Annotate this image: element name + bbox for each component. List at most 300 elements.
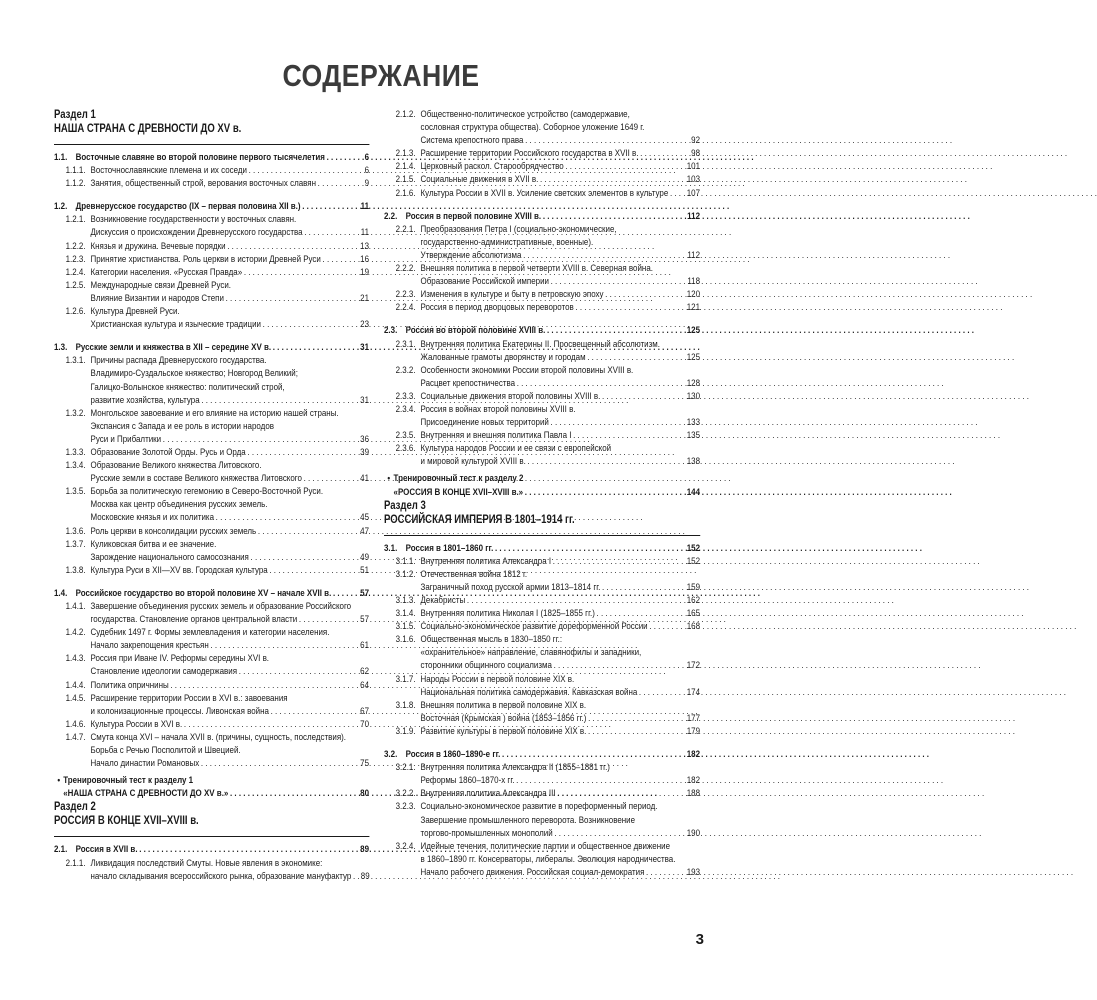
entry-line: Внутренняя и внешняя политика Павла I xyxy=(420,430,572,442)
entry-line: Завершение промышленного переворота. Возникновение xyxy=(420,814,636,826)
dot-leader xyxy=(597,607,686,620)
entry-body xyxy=(421,187,701,200)
entry-body xyxy=(421,840,701,879)
entry-line: «РОССИЯ В КОНЦЕ XVII–XVIII в.» xyxy=(393,486,524,498)
page-ref: 138 xyxy=(686,456,701,468)
entry-line: Образование Российской империи xyxy=(420,276,549,288)
toc-subsection xyxy=(54,446,369,459)
entry-body xyxy=(91,266,370,279)
entry-line: Князья и дружина. Вечевые порядки xyxy=(90,240,226,252)
section-header xyxy=(384,499,700,527)
dot-leader xyxy=(639,686,685,699)
entry-last-line xyxy=(421,173,701,186)
entry-line: Внутренняя политика Александра III xyxy=(420,788,556,800)
entry-last-line xyxy=(91,472,370,485)
dot-leader xyxy=(575,301,685,314)
entry-body xyxy=(91,177,370,190)
left-column-content xyxy=(54,108,369,883)
entry-line: Общественно-политическое устройство (самодержавие, xyxy=(420,109,630,120)
entry-line: Внутренняя политика Александра II (1855–1881 гг.) xyxy=(420,762,610,774)
entry-number: 1.4. xyxy=(54,587,68,599)
toc-subsection xyxy=(54,731,369,770)
toc-subsection xyxy=(384,594,700,607)
toc-chapter xyxy=(384,210,700,223)
entry-body xyxy=(91,407,370,446)
entry-number: 3.1.6. xyxy=(395,634,416,646)
toc-subsection xyxy=(54,692,369,718)
entry-last-line xyxy=(421,377,701,390)
page-ref: 62 xyxy=(360,666,370,678)
entry-body xyxy=(91,213,370,239)
dot-leader xyxy=(551,416,686,429)
entry-number: 2.1.4. xyxy=(395,161,416,173)
entry-body xyxy=(91,718,370,731)
entry-last-line xyxy=(421,787,701,800)
toc-left-column xyxy=(54,108,369,883)
entry-body xyxy=(421,288,701,301)
entry-line: Народы России в первой половине XIX в. xyxy=(420,673,575,685)
entry-number: 1.3.2. xyxy=(65,407,86,419)
dot-leader xyxy=(565,160,685,173)
dot-leader xyxy=(170,679,357,692)
dot-leader xyxy=(553,555,685,568)
section-title: РОССИЙСКАЯ ИМПЕРИЯ В 1801–1914 гг. xyxy=(384,513,575,526)
entry-line: Социально-экономическое развитие дореформенной России xyxy=(420,621,648,633)
entry-body xyxy=(394,472,701,498)
entry-number: 1.3.5. xyxy=(65,486,86,498)
entry-last-line xyxy=(91,266,370,279)
toc-subsection xyxy=(54,485,369,524)
entry-number: 1.2. xyxy=(54,201,68,213)
toc-subsection xyxy=(54,538,369,564)
entry-last-line xyxy=(91,511,370,524)
page-number: 3 xyxy=(695,931,704,948)
entry-body xyxy=(421,568,701,594)
page-ref: 67 xyxy=(360,705,370,717)
dot-leader xyxy=(184,718,358,731)
entry-last-line xyxy=(421,416,701,429)
dot-leader xyxy=(516,774,685,787)
entry-last-line xyxy=(421,607,701,620)
dot-leader xyxy=(554,827,685,840)
toc-chapter xyxy=(384,748,700,761)
entry-body xyxy=(421,594,701,607)
entry-line: Жалованные грамоты дворянству и городам xyxy=(420,351,586,363)
entry-number: 1.4.3. xyxy=(65,653,86,665)
entry-line: Завершение объединения русских земель и образование Российского xyxy=(90,601,352,612)
entry-line: Причины распада Древнерусского государства. xyxy=(90,355,267,367)
entry-last-line xyxy=(394,486,701,499)
entry-body xyxy=(421,364,701,390)
entry-number: 3.2.3. xyxy=(395,801,416,813)
dot-leader xyxy=(210,639,357,652)
section-header xyxy=(54,800,369,828)
toc-subsection xyxy=(384,390,700,403)
entry-line: Культура народов России и ее связи с европейской xyxy=(420,443,612,455)
entry-last-line xyxy=(421,249,701,262)
page-ref: 16 xyxy=(360,253,370,265)
section-divider xyxy=(54,144,369,145)
entry-line: «охранительное» направление, славянофилы и западники, xyxy=(420,647,642,659)
entry-body xyxy=(421,390,701,403)
entry-body xyxy=(91,279,370,305)
entry-line: в 1860–1890 гг. Консерваторы, либералы. Эволюция народничества. xyxy=(420,853,676,865)
dot-leader xyxy=(226,292,358,305)
entry-line: Влияние Византии и народов Степи xyxy=(90,292,224,304)
dot-leader xyxy=(244,266,358,279)
entry-number: 1.4.6. xyxy=(65,718,86,730)
entry-line: Расширение территории России в XVI в.: завоевания xyxy=(90,692,288,704)
toc-subsection xyxy=(384,364,700,390)
entry-last-line xyxy=(421,429,701,442)
entry-last-line xyxy=(421,555,701,568)
entry-number: 2.3.5. xyxy=(395,430,416,442)
dot-leader xyxy=(258,525,358,538)
toc-subsection xyxy=(384,725,700,738)
entry-line: Культура Руси в XII—XV вв. Городская культура xyxy=(90,564,268,576)
entry-line: Реформы 1860–1870-х гг. xyxy=(420,775,515,787)
entry-line: Внутренняя политика Екатерины II. Просвещенный абсолютизм. xyxy=(420,338,660,350)
page-ref: 101 xyxy=(686,161,701,173)
page-ref: 57 xyxy=(360,614,370,626)
dot-leader xyxy=(467,594,685,607)
page-ref: 23 xyxy=(360,319,370,331)
entry-last-line xyxy=(76,587,369,600)
page-ref: 165 xyxy=(686,608,701,620)
page-ref: 6 xyxy=(364,152,370,163)
entry-last-line xyxy=(406,542,700,555)
entry-body xyxy=(421,699,701,725)
entry-line: сторонники общинного социализма xyxy=(420,660,552,672)
section-label: Раздел 1 xyxy=(54,109,96,121)
entry-body xyxy=(76,587,369,600)
entry-line: Отечественная война 1812 г. xyxy=(420,568,528,580)
entry-line: Культура России в XVI в. xyxy=(90,718,183,730)
entry-number: 1.3.8. xyxy=(65,564,86,576)
entry-line: Изменения в культуре и быту в петровскую эпоху xyxy=(420,289,604,301)
entry-line: Расцвет крепостничества xyxy=(420,377,516,389)
page-ref: 172 xyxy=(686,660,701,672)
page-title: СОДЕРЖАНИЕ xyxy=(282,58,480,93)
entry-body xyxy=(76,843,369,856)
toc-subsection xyxy=(54,213,369,239)
page-ref: 75 xyxy=(360,758,370,770)
entry-number: 1.4.1. xyxy=(65,601,86,612)
dot-leader xyxy=(269,564,357,577)
entry-line: Борьба с Речью Посполитой и Швецией. xyxy=(90,745,241,757)
bullet-icon: • xyxy=(387,473,391,485)
dot-leader xyxy=(646,866,685,879)
entry-last-line xyxy=(421,686,701,699)
entry-line: Общественная мысль в 1830–1850 гг.: xyxy=(420,634,563,646)
bullet-icon: • xyxy=(57,775,61,787)
entry-body xyxy=(421,262,701,288)
dot-leader xyxy=(318,177,358,190)
entry-line: Россия в период дворцовых переворотов xyxy=(420,302,574,314)
entry-last-line xyxy=(406,210,700,223)
entry-last-line xyxy=(421,581,701,594)
entry-body xyxy=(421,223,701,262)
entry-number: 3.2.2. xyxy=(395,788,416,800)
entry-number: 1.2.4. xyxy=(65,266,86,278)
entry-line: Церковный раскол. Старообрядчество xyxy=(420,161,564,173)
entry-line: Судебник 1497 г. Формы землевладения и категории населения. xyxy=(90,627,330,639)
entry-body xyxy=(421,403,701,429)
entry-line: Россия при Иване IV. Реформы середины XVI в. xyxy=(90,653,270,665)
toc-subsection xyxy=(384,403,700,429)
toc-subsection xyxy=(384,620,700,633)
dot-leader xyxy=(587,351,685,364)
toc-chapter xyxy=(54,200,369,213)
entry-number: 3.2.1. xyxy=(395,762,416,774)
page-ref: 144 xyxy=(686,486,701,498)
entry-last-line xyxy=(76,200,369,213)
dot-leader xyxy=(163,433,358,446)
page-ref: 51 xyxy=(360,564,370,576)
entry-line: Политика опричнины xyxy=(90,679,169,691)
entry-line: Начало закрепощения крестьян xyxy=(90,640,209,652)
entry-last-line xyxy=(91,433,370,446)
page-ref: 168 xyxy=(686,621,701,633)
page-ref: 125 xyxy=(686,325,701,337)
page-ref: 11 xyxy=(360,201,370,213)
page-ref: 107 xyxy=(686,187,701,199)
dot-leader xyxy=(495,542,685,555)
entry-line: Особенности экономики России второй половины XVIII в. xyxy=(420,364,634,376)
entry-body xyxy=(421,725,701,738)
page-ref: 130 xyxy=(686,390,701,402)
entry-number: 2.1.1. xyxy=(65,857,86,869)
entry-line: сословная структура общества). Соборное уложение 1649 г. xyxy=(420,122,645,134)
entry-number: 2.2.4. xyxy=(395,302,416,314)
entry-body xyxy=(76,341,369,354)
entry-number: 2.1.2. xyxy=(395,109,416,120)
page-ref: 188 xyxy=(686,788,701,800)
page-ref: 112 xyxy=(687,249,701,261)
entry-number: 3.1.2. xyxy=(395,568,416,580)
entry-last-line xyxy=(421,187,701,200)
entry-last-line xyxy=(91,226,370,239)
dot-leader xyxy=(201,394,357,407)
dot-leader xyxy=(523,249,686,262)
entry-line: Декабристы xyxy=(420,595,466,606)
page-ref: 49 xyxy=(360,551,370,563)
entry-line: Экспансия с Запада и ее роль в истории народов xyxy=(90,420,274,432)
practice-test-entry xyxy=(54,774,369,800)
page-ref: 179 xyxy=(686,725,701,737)
toc-subsection xyxy=(54,253,369,266)
entry-line: Древнерусское государство (IX – первая половина XII в.) xyxy=(75,201,301,213)
toc-subsection xyxy=(54,305,369,331)
page-ref: 159 xyxy=(686,581,701,593)
page-ref: 36 xyxy=(360,433,370,445)
page-ref: 112 xyxy=(687,210,701,222)
dot-leader xyxy=(304,472,358,485)
dot-leader xyxy=(588,712,685,725)
entry-last-line xyxy=(91,446,370,459)
toc-subsection xyxy=(384,108,700,147)
page-ref: 174 xyxy=(686,686,701,698)
entry-number: 1.2.1. xyxy=(65,214,86,226)
entry-line: Социальные движения второй половины XVIII в. xyxy=(420,390,601,402)
entry-body xyxy=(421,429,701,442)
toc-subsection xyxy=(54,240,369,253)
entry-last-line xyxy=(421,774,701,787)
toc-subsection xyxy=(384,147,700,160)
entry-body xyxy=(91,857,370,883)
page-ref: 80 xyxy=(360,788,370,800)
dot-leader xyxy=(605,288,685,301)
page-ref: 89 xyxy=(360,870,370,882)
toc-subsection xyxy=(384,673,700,699)
toc-subsection xyxy=(384,288,700,301)
page-ref: 152 xyxy=(686,542,701,554)
entry-number: 2.3. xyxy=(384,325,398,337)
page-ref: 152 xyxy=(686,555,701,567)
entry-body xyxy=(421,607,701,620)
toc-subsection xyxy=(384,262,700,288)
entry-line: Куликовская битва и ее значение. xyxy=(90,538,217,550)
toc-subsection xyxy=(54,626,369,652)
page-ref: 193 xyxy=(686,866,701,878)
entry-line: и колонизационные процессы. Ливонская война xyxy=(90,705,269,717)
entry-line: Образование Великого княжества Литовского. xyxy=(90,460,262,472)
entry-body xyxy=(421,800,701,839)
dot-leader xyxy=(602,390,685,403)
entry-line: Роль церкви в консолидации русских земель xyxy=(90,525,257,537)
page-ref: 21 xyxy=(360,292,370,304)
section-label: Раздел 3 xyxy=(384,499,426,512)
entry-line: Категории населения. «Русская Правда» xyxy=(90,266,243,278)
entry-last-line xyxy=(91,177,370,190)
entry-last-line xyxy=(91,551,370,564)
right-column-content xyxy=(384,108,700,879)
entry-line: Культура Древней Руси. xyxy=(90,306,180,318)
entry-number: 1.3.1. xyxy=(65,355,86,367)
page-ref: 61 xyxy=(360,640,370,652)
dot-leader xyxy=(502,748,685,761)
toc-chapter xyxy=(54,587,369,600)
entry-body xyxy=(421,147,701,160)
practice-test-entry xyxy=(384,472,700,498)
entry-line: Тренировочный тест к разделу 2 xyxy=(393,473,524,485)
entry-line: Галицко-Волынское княжество: политический строй, xyxy=(90,381,285,393)
page-ref: 41 xyxy=(360,473,370,485)
toc-subsection xyxy=(384,800,700,839)
page-ref: 182 xyxy=(686,775,701,787)
dot-leader xyxy=(640,147,688,160)
dot-leader xyxy=(239,665,358,678)
dot-leader xyxy=(323,253,358,266)
page-ref: 31 xyxy=(360,394,370,406)
entry-number: 3.2.4. xyxy=(395,840,416,852)
entry-line: Русские земли и княжества в XII – середине XV в. xyxy=(75,342,272,354)
toc-subsection xyxy=(384,699,700,725)
page-ref: 45 xyxy=(360,512,370,524)
entry-number: 2.3.4. xyxy=(395,403,416,415)
entry-line: государства. Становление органов центральной власти xyxy=(90,614,298,626)
entry-number: 3.1.7. xyxy=(395,673,416,685)
entry-line: Присоединение новых территорий xyxy=(420,417,549,429)
entry-line: Идейные течения, политические партии и общественное движение xyxy=(420,840,670,852)
page-ref: 98 xyxy=(691,148,701,160)
entry-last-line xyxy=(91,757,370,770)
page-ref: 190 xyxy=(686,827,701,839)
entry-body xyxy=(421,108,701,147)
entry-number: 1.1. xyxy=(54,152,68,163)
entry-line: Социально-экономическое развитие в пореформенный период. xyxy=(420,801,658,813)
toc-subsection xyxy=(54,679,369,692)
entry-last-line xyxy=(91,253,370,266)
entry-line: Восточнославянские племена и их соседи xyxy=(90,165,247,177)
toc-subsection xyxy=(384,160,700,173)
entry-number: 2.3.6. xyxy=(395,443,416,455)
dot-leader xyxy=(547,324,685,337)
entry-last-line xyxy=(91,525,370,538)
entry-line: Россия во второй половине XVIII в. xyxy=(405,325,546,337)
entry-last-line xyxy=(421,659,701,672)
entry-body xyxy=(91,485,370,524)
entry-number: 1.2.6. xyxy=(65,306,86,318)
entry-line: Тренировочный тест к разделу 1 xyxy=(63,775,194,787)
page-ref: 120 xyxy=(686,289,701,301)
toc-chapter xyxy=(54,151,369,164)
toc-subsection xyxy=(384,555,700,568)
dot-leader xyxy=(573,429,685,442)
entry-line: Русские земли в составе Великого княжества Литовского xyxy=(90,473,302,485)
entry-body xyxy=(421,338,701,364)
entry-line: Начало рабочего движения. Российская социал-демократия xyxy=(420,866,645,878)
entry-last-line xyxy=(91,613,370,626)
entry-line: Россия в XVII в. xyxy=(75,844,138,856)
toc-subsection xyxy=(54,407,369,446)
entry-line: Культура России в XVII в. Усиление светских элементов в культуре xyxy=(420,187,669,199)
entry-last-line xyxy=(91,164,370,177)
entry-body xyxy=(421,787,701,800)
dot-leader xyxy=(201,757,358,770)
entry-number: 3.1. xyxy=(384,542,398,554)
section-title: НАША СТРАНА С ДРЕВНОСТИ ДО XV в. xyxy=(54,123,242,135)
entry-body xyxy=(91,525,370,538)
entry-number: 1.3. xyxy=(54,342,68,354)
entry-last-line xyxy=(421,620,701,633)
entry-body xyxy=(91,354,370,406)
entry-number: 1.4.4. xyxy=(65,679,86,691)
entry-last-line xyxy=(76,341,369,354)
toc-subsection xyxy=(384,607,700,620)
dot-leader xyxy=(302,200,357,213)
page-ref: 133 xyxy=(686,417,701,429)
entry-line: Национальная политика самодержавия. Кавказская война xyxy=(420,686,638,698)
entry-line: Развитие культуры в первой половине XIX в. xyxy=(420,725,587,737)
entry-body xyxy=(91,731,370,770)
page-ref: 19 xyxy=(360,266,370,278)
toc-subsection xyxy=(384,223,700,262)
section-divider xyxy=(384,535,700,536)
dot-leader xyxy=(670,187,685,200)
entry-last-line xyxy=(91,870,370,883)
entry-number: 2.3.1. xyxy=(395,338,416,350)
entry-last-line xyxy=(91,240,370,253)
entry-line: Заграничный поход русской армии 1813–1814 гг. xyxy=(420,581,601,593)
dot-leader xyxy=(251,551,358,564)
toc-subsection xyxy=(384,568,700,594)
toc-subsection xyxy=(384,301,700,314)
toc-right-column xyxy=(384,108,700,879)
page-ref: 103 xyxy=(686,174,701,186)
entry-last-line xyxy=(91,718,370,731)
entry-number: 1.4.2. xyxy=(65,627,86,639)
